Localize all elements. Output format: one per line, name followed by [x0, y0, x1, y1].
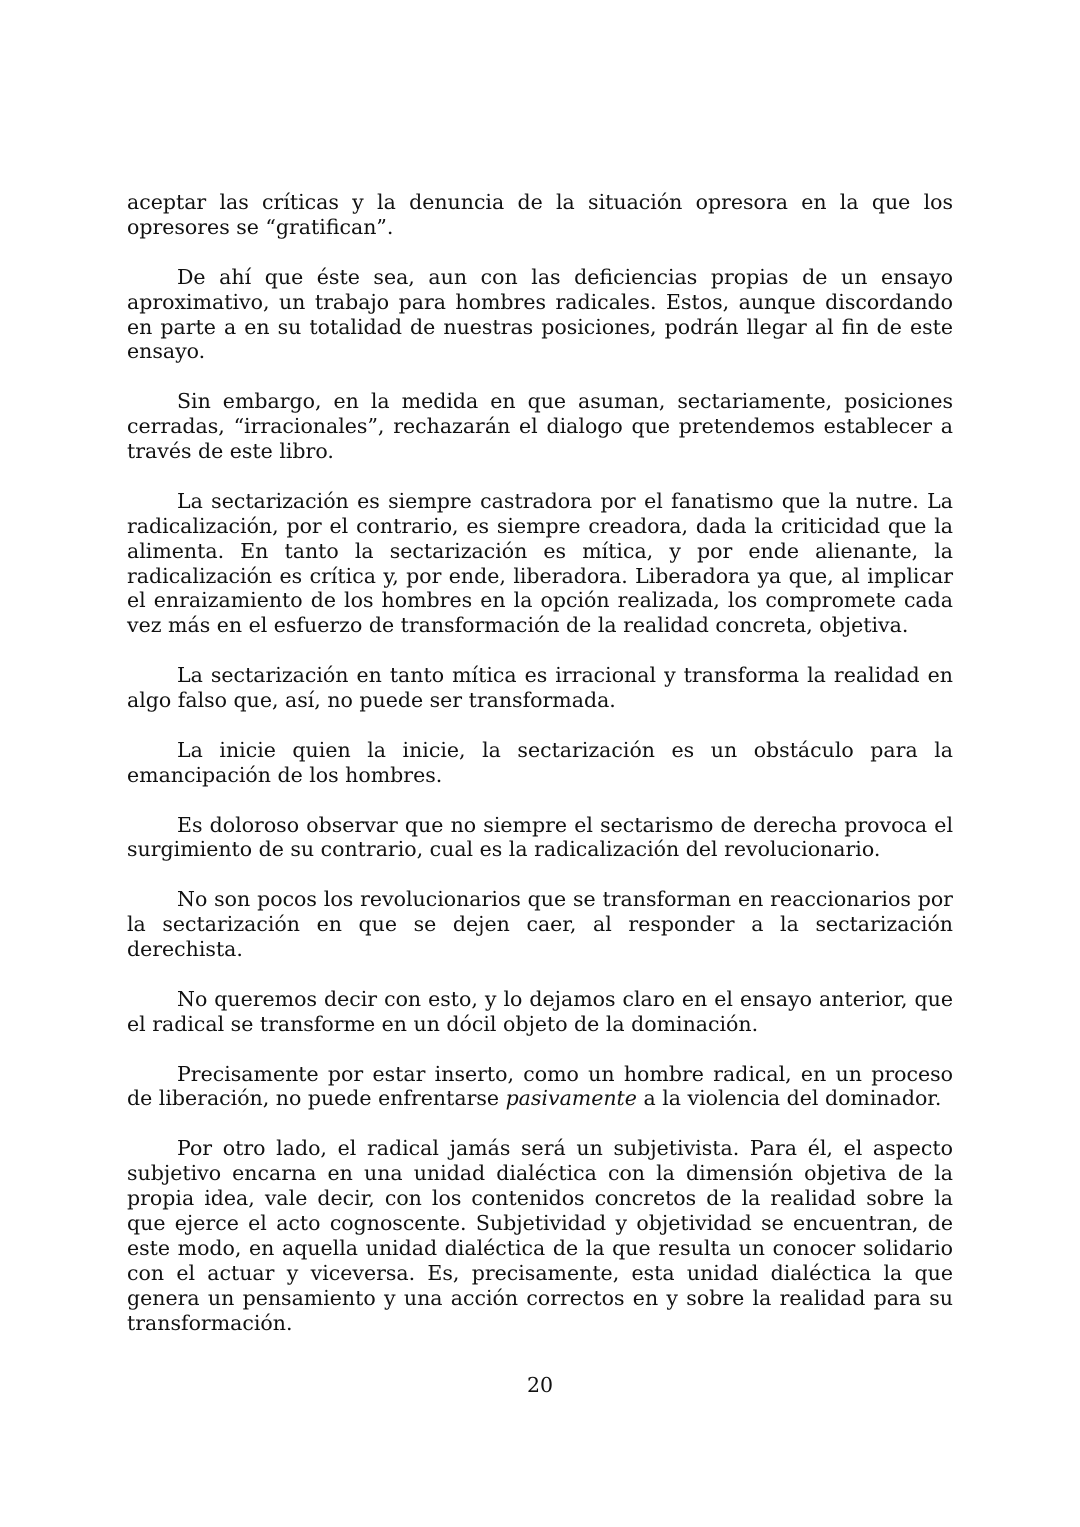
paragraph-11: Por otro lado, el radical jamás será un subjetivista. Para él, el aspecto subjetivo encarna en una unidad dialéctica con la dimensión objetiva de la propia idea, vale decir, con los contenidos concretos de la realidad sobre la que ejerce el acto cognoscente. Subjetividad y objetividad se encuentran, de este modo, en aquella unidad dialéctica de la que resulta un conocer solidario con el actuar y viceversa. Es, precisamente, esta unidad dialéctica la que genera un pensamiento y una acción correctos en y sobre la realidad para su transformación.: [127, 1136, 953, 1335]
paragraph-6: La inicie quien la inicie, la sectarización es un obstáculo para la emancipación de los hombres.: [127, 737, 953, 787]
paragraph-3: Sin embargo, en la medida en que asuman, sectariamente, posiciones cerradas, “irracionales”, rechazarán el dialogo que pretendemos establecer a través de este libro.: [127, 389, 953, 464]
paragraph-4: La sectarización es siempre castradora por el fanatismo que la nutre. La radicalización, por el contrario, es siempre creadora, dada la criticidad que la alimenta. En tanto la sectarización es mítica, y por ende alienante, la radicalización es crítica y, por ende, liberadora. Liberadora ya que, al implicar el enraizamiento de los hombres en la opción realizada, los compromete cada vez más en el esfuerzo de transformación de la realidad concreta, objetiva.: [127, 488, 953, 638]
paragraph-10: [127, 1062, 953, 1112]
paragraph-2: De ahí que éste sea, aun con las deficiencias propias de un ensayo aproximativo, un trabajo para hombres radicales. Estos, aunque discordando en parte a en su totalidad de nuestras posiciones, podrán llegar al fin de este ensayo.: [127, 264, 953, 364]
paragraph-9: No queremos decir con esto, y lo dejamos claro en el ensayo anterior, que el radical se transforme en un dócil objeto de la dominación.: [127, 986, 953, 1036]
page-number: 20: [526, 1373, 554, 1397]
document-body: [127, 190, 953, 1336]
paragraph-10-start: Precisamente por estar inserto, como un hombre radical, en un proceso de liberación, no puede enfrentarse: [127, 1061, 953, 1111]
paragraph-10-end: a la violencia del dominador.: [636, 1086, 942, 1111]
paragraph-1: aceptar las críticas y la denuncia de la situación opresora en la que los opresores se “gratifican”.: [127, 190, 953, 239]
paragraph-7: Es doloroso observar que no siempre el sectarismo de derecha provoca el surgimiento de su contrario, cual es la radicalización del revolucionario.: [127, 812, 953, 862]
paragraph-8: No son pocos los revolucionarios que se transforman en reaccionarios por la sectarización en que se dejen caer, al responder a la sectarización derechista.: [127, 887, 953, 962]
emphasis-pasivamente: pasivamente: [505, 1086, 637, 1111]
paragraph-5: La sectarización en tanto mítica es irracional y transforma la realidad en algo falso que, así, no puede ser transformada.: [127, 663, 953, 713]
